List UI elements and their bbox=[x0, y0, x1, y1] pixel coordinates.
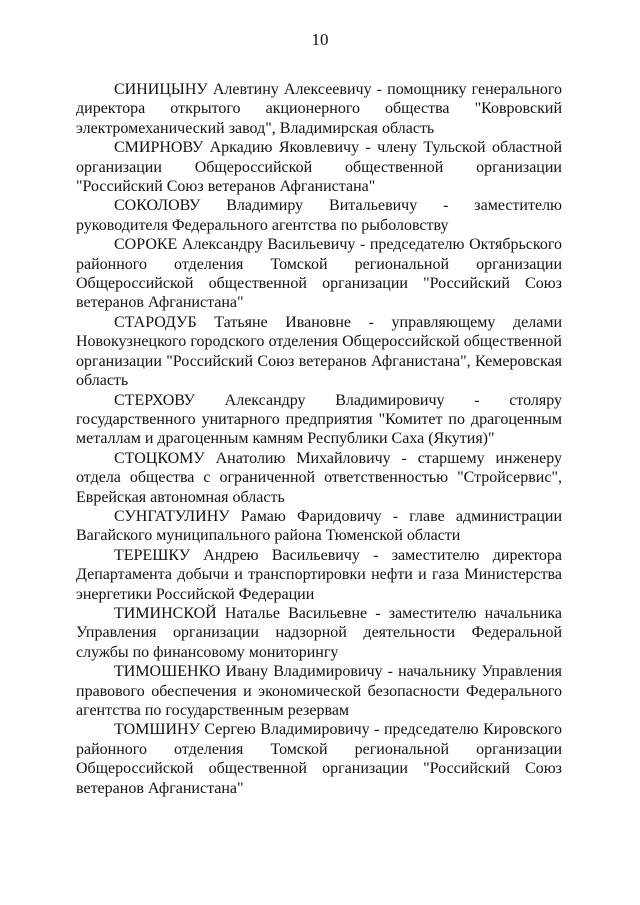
award-list bbox=[76, 80, 562, 798]
list-item: ТИМОШЕНКО Ивану Владимировичу - начальнику Управления правового обеспечения и экономической безопасности Федерального агентства по государственным резервам bbox=[76, 663, 562, 719]
list-item: СМИРНОВУ Аркадию Яковлевичу - члену Тульской областной организации Общероссийской общественной организации "Российский Союз ветеранов Афганистана" bbox=[76, 139, 562, 196]
list-item: ТОМШИНУ Сергею Владимировичу - председателю Кировского районного отделения Томской региональной организации Общероссийской общественной организации "Российский Союз ветеранов Афганистана" bbox=[76, 721, 562, 797]
list-item: СТЕРХОВУ Александру Владимировичу - столяру государственного унитарного предприятия "Комитет по драгоценным металлам и драгоценным камням Республики Саха (Якутия)" bbox=[76, 391, 562, 448]
page-number: 10 bbox=[311, 30, 329, 49]
list-item: СОРОКЕ Александру Васильевичу - председателю Октябрьского районного отделения Томской региональной организации Общероссийской общественной организации "Российский Союз ветеранов Афганистана" bbox=[76, 236, 562, 312]
list-item: СОКОЛОВУ Владимиру Витальевичу - заместителю руководителя Федерального агентства по рыболовству bbox=[76, 197, 562, 234]
list-item: СТОЦКОМУ Анатолию Михайловичу - старшему инженеру отдела общества с ограниченной ответственностью "Стройсервис", Еврейская автономная область bbox=[76, 449, 562, 506]
list-item: ТИМИНСКОЙ Наталье Васильевне - заместителю начальника Управления организации надзорной деятельности Федеральной службы по финансовому мониторингу bbox=[76, 604, 562, 661]
list-item: СУНГАТУЛИНУ Рамаю Фаридовичу - главе администрации Вагайского муниципального района Тюменской области bbox=[76, 507, 562, 545]
list-item: СИНИЦЫНУ Алевтину Алексеевичу - помощнику генерального директора открытого акционерного общества "Ковровский электромеханический завод", Владимирская область bbox=[76, 81, 562, 137]
list-item: ТЕРЕШКУ Андрею Васильевичу - заместителю директора Департамента добычи и транспортировки нефти и газа Министерства энергетики Российской Федерации bbox=[76, 546, 562, 603]
list-item: СТАРОДУБ Татьяне Ивановне - управляющему делами Новокузнецкого городского отделения Общероссийской общественной организации "Российский Союз ветеранов Афганистана", Кемеровская область bbox=[76, 313, 562, 390]
